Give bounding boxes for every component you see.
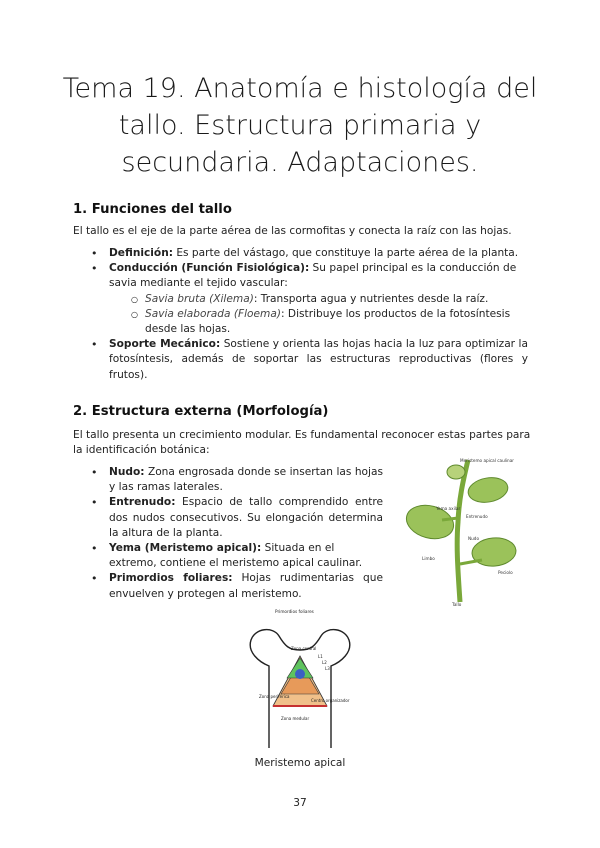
- meristem-label: Zona periférica: [259, 694, 290, 699]
- plant-label: Yema axilar: [436, 506, 461, 511]
- section2-intro: El tallo presenta un crecimiento modular. Es fundamental reconocer estas partes para la identificación botánica:: [73, 429, 531, 457]
- stem-shape: [457, 460, 468, 602]
- list-item: • Yema (Meristemo apical): Situada en el extremo, contiene el meristemo apical caulinar.: [109, 541, 383, 571]
- plant-label: Entrenudo: [466, 514, 488, 519]
- list-item: • Definición: Es parte del vástago, que constituye la parte aérea de la planta.: [109, 246, 528, 261]
- meristem-zone-shape: [295, 669, 305, 679]
- list-item: • Soporte Mecánico: Sostiene y orienta las hojas hacia la luz para optimizar la fotosíntesis, además de soportar las estructuras reproductivas (flores y frutos).: [109, 337, 528, 383]
- plant-label: Limbo: [422, 556, 435, 561]
- list-item: ○ Savia bruta (Xilema): Transporta agua y nutrientes desde la raíz.: [145, 292, 528, 307]
- petiole-shape: [442, 518, 458, 520]
- list-item: • Primordios foliares: Hojas rudimentarias que envuelven y protegen al meristemo.: [109, 571, 383, 601]
- plant-illustration: [398, 452, 526, 610]
- leaf-shape: [447, 465, 465, 479]
- page-title: Tema 19. Anatomía e histología del tallo. Estructura primaria y secundaria. Adaptaciones.: [62, 73, 538, 178]
- meristem-label: L3: [325, 666, 330, 671]
- plant-label: Peciolo: [498, 570, 513, 575]
- meristem-label: Zona central: [291, 646, 317, 651]
- section1-intro: El tallo es el eje de la parte aérea de las cormofitas y conecta la raíz con las hojas.: [73, 225, 512, 237]
- meristem-caption: Meristemo apical: [254, 757, 346, 769]
- section1-list: [109, 246, 528, 383]
- plant-label: Nudo: [468, 536, 480, 541]
- meristem-label: Centro organizador: [311, 698, 350, 703]
- meristem-illustration: [239, 606, 361, 752]
- section1-heading: 1. Funciones del tallo: [73, 202, 232, 217]
- meristem-label: Primordios foliares: [275, 609, 314, 614]
- leaf-shape: [466, 475, 510, 506]
- meristem-label: L2: [322, 660, 327, 665]
- list-item: • Conducción (Función Fisiológica): Su papel principal es la conducción de savia mediante el tejido vascular: ○ Savia bruta (Xilema): Transporta agua y nutrientes desde la raíz. ○ Savia elaborada (Floema): Distribuye los productos de la fotosíntesis desde las hojas.: [109, 261, 528, 337]
- meristem-label: Zona medular: [281, 716, 310, 721]
- list-item: • Nudo: Zona engrosada donde se insertan las hojas y las ramas laterales.: [109, 465, 383, 495]
- meristem-label: L1: [318, 654, 323, 659]
- section2-list: [109, 465, 383, 602]
- section2-heading: 2. Estructura externa (Morfología): [73, 404, 329, 419]
- plant-label: Tallo: [452, 602, 462, 607]
- list-item: ○ Savia elaborada (Floema): Distribuye los productos de la fotosíntesis desde las hojas.: [145, 307, 528, 337]
- plant-label: Meristemo apical caulinar: [460, 458, 514, 463]
- page-number: 37: [293, 797, 307, 809]
- list-item: • Entrenudo: Espacio de tallo comprendido entre dos nudos consecutivos. Su elongación determina la altura de la planta.: [109, 495, 383, 541]
